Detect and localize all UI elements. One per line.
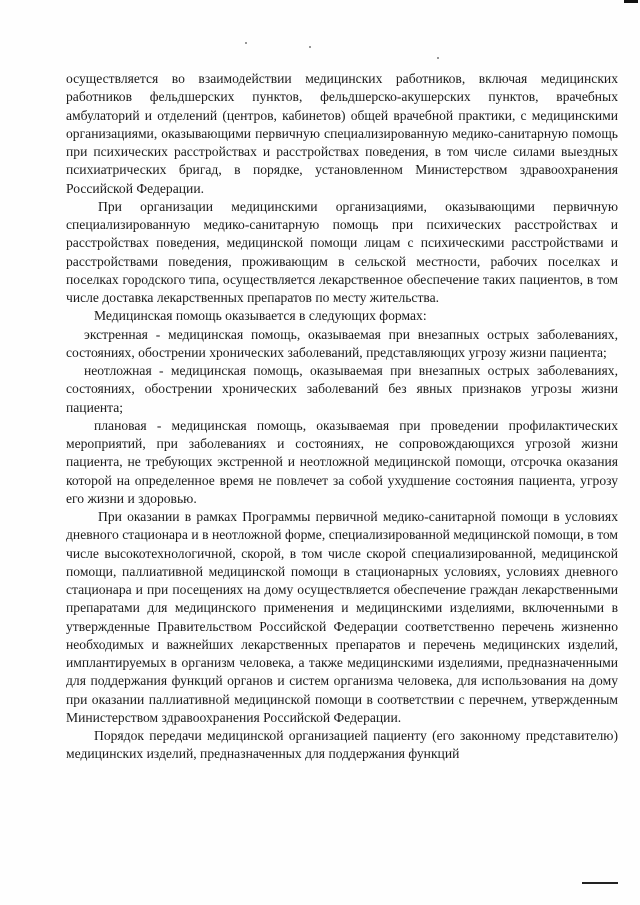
paragraph-device-transfer: Порядок передачи медицинской организацией пациенту (его законному представителю) медицинских изделий, предназначенных для поддержания функций [66,728,618,762]
paragraph-planned-form: плановая - медицинская помощь, оказываемая при проведении профилактических мероприятий, при заболеваниях и состояниях, не сопровождающихся угрозой жизни пациента, не требующих экстренной и неотложной медицинской помощи, отсрочка оказания которой на определенное время не повлечет за собой ухудшение состояния пациента, угрозу его жизни и здоровью. [66,417,618,506]
scan-speck [437,57,439,59]
paragraph-urgent-form: неотложная - медицинская помощь, оказываемая при внезапных острых заболеваниях, состояниях, обострении хронических заболеваний без явных признаков угрозы жизни пациента; [66,363,618,415]
paragraph-drug-provision: При оказании в рамках Программы первичной медико-санитарной помощи в условиях дневного стационара и в неотложной форме, специализированной медицинской помощи, в том числе высокотехнологичной, скорой, в том числе скорой специализированной, медицинской помощи, паллиативной медицинской помощи в стационарных условиях, условиях дневного стационара и при посещениях на дому осуществляется обеспечение граждан лекарственными препаратами для медицинского применения и медицинскими изделиями, включенными в утвержденные Правительством Российской Федерации соответственно перечень жизненно необходимых и важнейших лекарственных препаратов и перечень медицинских изделий, имплантируемых в организм человека, а также медицинскими изделиями, предназначенными для поддержания функций органов и систем организма человека, для использования на дому при оказании паллиативной медицинской помощи в соответствии с перечнем, утвержденным Министерством здравоохранения Российской Федерации. [66,509,618,725]
document-body [66,70,618,764]
scan-speck [309,46,311,48]
paragraph-emergency-form: экстренная - медицинская помощь, оказываемая при внезапных острых заболеваниях, состояниях, обострении хронических заболеваний, представляющих угрозу жизни пациента; [66,326,618,360]
paragraph-care-forms-intro: Медицинская помощь оказывается в следующих формах: [94,308,427,324]
paragraph-continuation: осуществляется во взаимодействии медицинских работников, включая медицинских работников фельдшерских пунктов, фельдшерско-акушерских пунктов, врачебных амбулаторий и отделений (центров, кабинетов) общей врачебной практики, с медицинскими организациями, оказывающими первичную специализированную медико-санитарную помощь при психических расстройствах и расстройствах поведения, в том числе силами выездных психиатрических бригад, в порядке, установленном Министерством здравоохранения Российской Федерации. [66,71,618,196]
page-bottom-rule [582,882,618,884]
scan-speck [245,42,247,44]
paragraph-rural-supply: При организации медицинскими организациями, оказывающими первичную специализированную медико-санитарную помощь при психических расстройствах и расстройствах поведения, медицинской помощи лицам с психическими расстройствами и расстройствами поведения, проживающим в сельской местности, рабочих поселках и поселках городского типа, осуществляется лекарственное обеспечение таких пациентов, в том числе доставка лекарственных препаратов по месту жительства. [66,198,618,305]
scan-edge-mark [624,0,638,3]
